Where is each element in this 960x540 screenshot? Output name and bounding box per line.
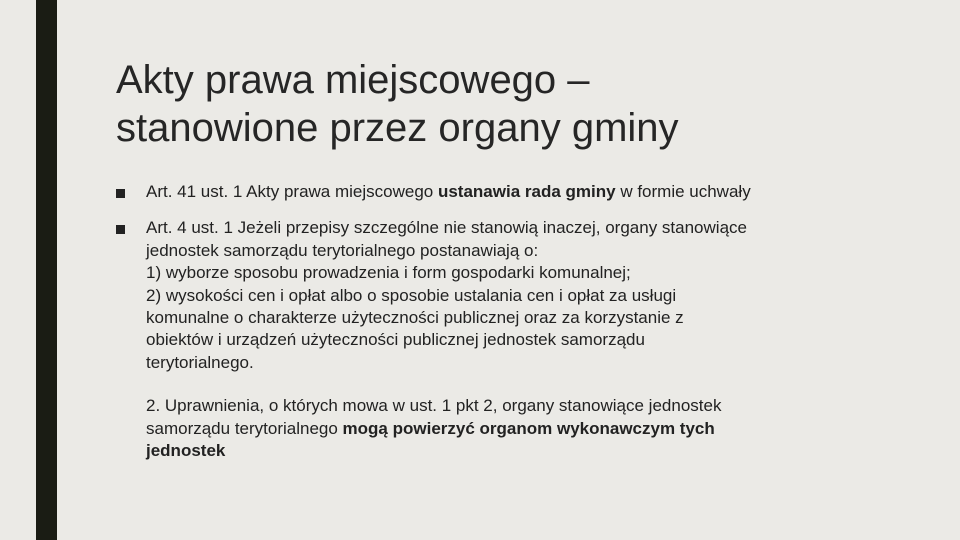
slide-title bbox=[116, 56, 916, 152]
text-line: 2. Uprawnienia, o których mowa w ust. 1 pkt 2, organy stanowiące jednostek bbox=[146, 396, 722, 416]
bullet-text-part: w formie uchwały bbox=[615, 182, 751, 201]
bullet-item-art-41 bbox=[116, 181, 896, 203]
text-line: 1) wyborze sposobu prowadzenia i form gospodarki komunalnej; bbox=[146, 263, 631, 283]
bullet-text-part: Art. 41 ust. 1 Akty prawa miejscowego bbox=[146, 182, 438, 201]
text-line: komunalne o charakterze użyteczności publicznej oraz za korzystanie z bbox=[146, 308, 684, 328]
text-line: jednostek samorządu terytorialnego postanawiają o: bbox=[146, 240, 539, 260]
text-line: terytorialnego. bbox=[146, 352, 254, 372]
paragraph-ust-2 bbox=[146, 395, 896, 462]
bullet-text-bold: ustanawia rada gminy bbox=[437, 182, 616, 201]
slide-content bbox=[116, 181, 896, 462]
accent-side-bar bbox=[36, 0, 57, 540]
square-bullet-icon bbox=[116, 189, 125, 198]
text-line-bold: mogą powierzyć organom wykonawczym tych bbox=[342, 418, 715, 438]
text-line: Art. 4 ust. 1 Jeżeli przepisy szczególne nie stanowią inaczej, organy stanowiące bbox=[146, 218, 747, 238]
slide-title-line-2: stanowione przez organy gminy bbox=[116, 106, 679, 150]
bullet-text bbox=[146, 181, 896, 203]
text-line bbox=[146, 418, 896, 440]
text-line: obiektów i urządzeń użyteczności publicznej jednostek samorządu bbox=[146, 330, 645, 350]
text-line: 2) wysokości cen i opłat albo o sposobie ustalania cen i opłat za usługi bbox=[146, 285, 677, 305]
slide-title-line-1: Akty prawa miejscowego – bbox=[116, 58, 590, 102]
bullet-item-art-4 bbox=[116, 217, 896, 462]
text-line-bold: jednostek bbox=[146, 441, 226, 461]
square-bullet-icon bbox=[116, 225, 125, 234]
text-line-part: samorządu terytorialnego bbox=[146, 418, 343, 438]
